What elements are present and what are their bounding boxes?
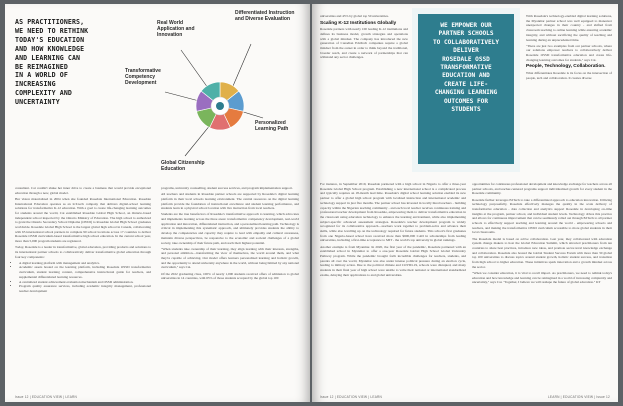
callout-line: OUTCOMES FOR <box>443 97 489 105</box>
paragraph: opportunities for continuous professional development and knowledge exchange for teachers across all partner schools, and teacher-centered programs support individualized growth for every student in the Rosedale community. <box>472 182 612 196</box>
left-column-1 <box>15 186 151 295</box>
list-item: • Program quality assurance services, including academic integrity management, professional teacher development <box>19 284 151 293</box>
list-item: • Academic assets hosted on the learning platform, including Rosedale OSSD transformative curriculum, student learning content, comprehensive instructional guide for teachers, and supplemental differentiated learning resources. <box>19 265 151 279</box>
callout-line: WE EMPOWER OUR <box>440 22 492 29</box>
paragraph: Rosedale partners with nearly 100 leading K-12 institutions and defines its business model, growth strategies and operations with a global mindset. The company has introduced the new generation of Canadian EduTech companies require a global mindset from the outset in order to think beyond the traditional, broader reach, and create a network of partnerships that can withstand any sector challenges. <box>320 27 408 60</box>
bullet-list <box>15 261 151 294</box>
folio-left: Issue 12 | EDUCATION VIEW | LEARN <box>15 395 78 399</box>
callout-line: CHANGING LEARNING <box>434 89 498 97</box>
right-column-1-lower <box>320 182 466 279</box>
learning-model-diagram <box>123 6 309 182</box>
paragraph: "When students take ownership of their learning, they align learning with their interests, strengths, and personal ambition—transforming the view of themselves, the world around them, and what they're capable of achieving. Our model offers learners personalized learning and holistic growth, and the opportunity to attend university anywhere in the world, without being limited by any national curriculum," says Cai. <box>161 246 299 270</box>
label-transformative: Transformative Competency Development <box>125 68 161 86</box>
right-column-1 <box>320 14 408 61</box>
paragraph: What differentiates Rosedale is its focus on the intersection of people, tech and collaboration. It creates diverse <box>526 70 612 80</box>
folio-right-left: Issue 12 | EDUCATION VIEW | LEARN <box>320 395 383 399</box>
paragraph: "When we consider education, it is vital to recall impact. As practitioners, we need to rethink today's education and how knowledge and learning can be reimagined in a world of increasing complexity and uncertainty," says Cai. "Together, I believe we will reshape the future of global education." KT <box>472 270 612 285</box>
paragraph: programs, university counselling, student success services, and program implementation support. <box>161 186 293 190</box>
connector-line <box>185 124 211 156</box>
paragraph: consultant. Cai couldn't shake her inner drive to create a business that would provide exceptional education through a new, global model. <box>15 186 151 195</box>
callout-quote <box>418 14 514 164</box>
paragraph: The Rosedale model is based on active collaboration. Last year, they collaborated with education system change makers to host the Global Education Summit, which attracted practitioners from ten countries to share best practices, introduce new ideas, and promote sector-level knowledge exchange and collaboration. Rosedale also hosted the Global Student Success Forum with more than 30 global top 100 universities to discuss topics around student growth, holistic student success, and transition from high school to higher education. These initiatives spark innovation and a growth mindset across the sector. <box>472 236 612 269</box>
callout-line: PARTNER SCHOOLS <box>438 30 494 38</box>
pull-quote-line: IN A WORLD OF <box>15 71 68 80</box>
pull-quote-line: WE NEED TO RETHINK <box>15 26 89 35</box>
label-differentiated: Differentiated Instruction and Diverse Evaluation <box>235 10 295 22</box>
callout-line: EDUCATION AND <box>442 72 490 80</box>
paragraph: Rosedale further leverages EdTech to take a differentiated approach to education innovation. Utilizing technology purposefully, Rosedale effectively manages the quality in the scale delivery of transformative education - data collection and analytics support Rosedale in developing on-time insights at the program, partner school, and individual student levels. Technology drives this practice and allows for continuous improvement that can be seamlessly rolled out through EdTech to all partner schools to effectively support teaching and learning around the world - empowering schools and teachers, and making the transformative OSSD curriculum accessible to more global students in their local classrooms. <box>472 197 612 235</box>
right-page <box>312 4 618 402</box>
right-column-2-lower <box>472 182 612 286</box>
callout-line: DELIVER <box>453 47 479 55</box>
paragraph: Today, Rosedale is a leader in transformative, global education, providing products and solutions to its international partner schools to collaboratively deliver transformative global education through four key components: <box>15 245 151 259</box>
learning-model-svg <box>123 6 309 182</box>
wheel-core <box>216 102 224 110</box>
paragraph: With Rosedale's technology-enabled digital learning solutions, the Myanmar partner school was well equipped to maneuver unexpected changes in their country - and shifted from classroom teaching to online learning while ensuring academic integrity, and without sacrificing the quality of teaching and learning during an unprecedented time. <box>526 14 612 42</box>
pull-quote-line: BE REIMAGINED <box>15 62 68 71</box>
paragraph: Students are the true benefactors of Rosedale's transformative approach to learning, which advocates and implements learning across the three areas: transformative competency development, real-world application and innovation, differentiated instruction, and a personalized learning path. Technology is critical in implementing this systematic approach, and ultimately provides students the ability to develop the competencies and capacity they require to lead with empathy and cultural awareness, maintain diverse perspectives, be responsive to the economic and societal challenges of a global society, take ownership of their future path, and reach their highest potential. <box>161 212 299 245</box>
left-column-2 <box>161 186 299 282</box>
paragraph: universities and 45% by global top 50 universities. <box>320 14 389 18</box>
paragraph: For instance, in September 2019, Rosedale partnered with a high school in Nigeria to offer a three-year Rosedale Global High School program. Establishing a new international school is a complicated process and typically requires an 18-month lead time. Rosedale's digital school learning solution enabled its new partner to offer a global high school program with localized instruction and international academic and technology support in just five months. The partner school has invested in locally hired teachers - building capacity within the Nigerian teaching community - and each local teacher receives continuous training and professional teacher development from Rosedale, empowering them to deliver transformative education in the classroom using education technology to enhance the learning environment, while also implementing subject-specific advanced assessment strategies. Rosedale's teacher development program is widely recognized for its collaborative approach—teachers work together to problem-solve and advance their skills, while also levelling up on the technology required for future students. This school's first graduates from one Nigeria-based school have received more than $600,000 CAD in scholarships from leading universities, including a first-time acceptance to MIT - the world's top university in global rankings. <box>320 182 466 243</box>
label-global-citizenship: Global Citizenship Education <box>161 160 205 172</box>
paragraph: All teachers and students in Rosedale partner schools are supported by Rosedale's digital learning platform in their local schools learning environment. The central resources on the digital learning platform provide the foundation of instructional excellence and student learning performance, and students learn in a physical school location with live instruction from local teachers. <box>161 192 299 211</box>
list-item: • A centralized student achievement evaluation mechanism and OSSD administration. <box>19 280 151 285</box>
paragraph: Of the 2022 graduating class, 100% of nearly 1,000 students received offers of admission to global universities in 14 countries, with 65% of those students accepted by the global top 100 <box>161 271 299 281</box>
pull-quote-line: UNCERTAINTY <box>15 98 60 107</box>
callout-line: STUDENTS <box>451 106 481 114</box>
callout-line: ROSEDALE OSSD <box>442 55 490 63</box>
list-item: • A digital learning platform with management and analytics. <box>19 261 151 266</box>
folio-right: LEARN | EDUCATION VIEW | Issue 12 <box>547 395 610 399</box>
label-real-world: Real World Application and Innovation <box>157 20 195 38</box>
left-page <box>5 4 310 402</box>
connector-line <box>233 44 251 86</box>
section-heading: People, Technology, Collaboration. <box>526 64 606 70</box>
callout-line: TRANSFORMATIVE <box>440 64 492 72</box>
callout-line: TO COLLABORATIVELY <box>432 38 500 46</box>
pull-quote-line: AND HOW KNOWLEDGE <box>15 44 85 53</box>
pull-quote <box>15 18 123 107</box>
pull-quote-line: COMPLEXITY AND <box>15 89 72 98</box>
wheel <box>196 82 244 130</box>
paragraph: Her vision materialized in 2004 when she founded Rosedale International Education. Rosedale International Education operates as an IoT-tech company that delivers digital-school learning solutions for transformative K-12 education. With a goal to create life-changing learning outcomes for students around the world, Cai established Rosedale Global High School, an Ontario-based independent school inspected by the Ontario Ministry of Education. The high school is authorized to grant the Ontario Secondary School Diploma (OSSD) to Rosedale Global High School graduates worldwide. Rosedale Global High School is the largest global high school in Canada, collaborating with 65 international school partners in complete 90 school locations across 17 countries to deliver Rosedale OSSD curriculum-based transformative high school education. In the current school year, more than 5,000 program students are registered. <box>15 196 151 244</box>
callout-line: CREATE LIFE- <box>443 80 489 88</box>
paragraph: "There are just two examples from our partner schools, where our solutions empower teachers to collaboratively deliver Rosedale OSSD transformative education and create life-changing learning outcomes for students," says Cai. <box>526 43 612 62</box>
label-personalized: Personalized Learning Path <box>255 120 289 132</box>
connector-line <box>181 50 208 88</box>
right-column-3 <box>526 14 612 82</box>
pull-quote-line: AND LEARNING CAN <box>15 53 81 62</box>
section-heading: Scaling K-12 Institutions Globally <box>320 20 397 26</box>
pull-quote-line: INCREASING <box>15 80 56 89</box>
pull-quote-line: TODAY'S EDUCATION <box>15 35 85 44</box>
paragraph: Another example is from Myanmar. In 2020, the first year of the pandemic, Rosedale partnered with an established school in Myanmar to offer a one-year Rosedale Global High School Global University Pathway program. While the pandemic brought forth incredible challenges for teachers, students, and parents all over the world, Myanmar was also under intense political pressure during an election cycle, leading to military action. Due to the political climate and COVID-19, schools were disrupted, and many students in their final year of high school were unable to write their national or international standardized exams, delaying their applications to and global universities. <box>320 244 466 277</box>
pull-quote-line: AS PRACTITIONERS, <box>15 18 85 26</box>
